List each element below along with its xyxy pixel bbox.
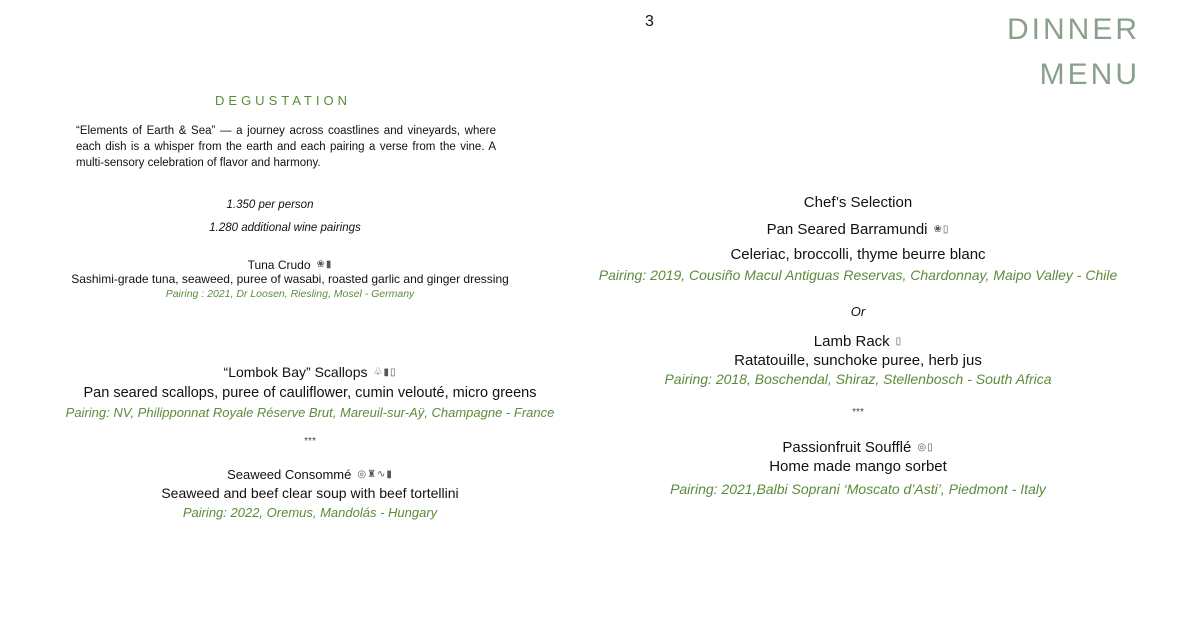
price-per-person: 1.350 per person [226, 199, 314, 211]
dish-description: Seaweed and beef clear soup with beef tortellini [161, 485, 459, 501]
wine-pairing: Pairing: 2019, Cousiño Macul Antiguas Reservas, Chardonnay, Maipo Valley - Chile [598, 267, 1118, 283]
wine-pairing-price: 1.280 additional wine pairings [209, 222, 361, 234]
dish-name: Lamb Rack [813, 333, 890, 350]
degustation-heading: DEGUSTATION [215, 93, 351, 108]
intro-paragraph: “Elements of Earth & Sea” — a journey across coastlines and vineyards, where each dish is a whisper from the earth and each pairing a verse from the vine. A multi-sensory celebration of flavor and harmony. [76, 125, 496, 169]
dish-name: Pan Seared Barramundi [766, 221, 928, 238]
dish-name: Seaweed Consommé [227, 467, 352, 482]
dish-name: Tuna Crudo [247, 258, 311, 272]
allergen-icons: ▯ [895, 336, 903, 347]
dish-barramundi [558, 219, 1158, 286]
chefs-selection-heading: Chef’s Selection [803, 194, 913, 211]
dish-lamb-rack [558, 332, 1158, 389]
separator: *** [304, 436, 316, 447]
wine-pairing: Pairing : 2021, Dr Loosen, Riesling, Mosel - Germany [165, 288, 415, 300]
page-number: 3 [645, 13, 654, 30]
wine-pairing: Pairing: 2022, Oremus, Mandolás - Hungary [182, 505, 438, 520]
allergen-icons: ❀▮ [316, 259, 333, 270]
allergen-icons: ◎♜∿▮ [357, 469, 393, 480]
dish-name: Passionfruit Soufflé [782, 439, 912, 456]
wine-pairing: Pairing: 2021,Balbi Soprani ‘Moscato d’Asti’, Piedmont - Italy [670, 481, 1046, 497]
dish-passionfruit-souffle [558, 438, 1158, 499]
dish-scallops [0, 362, 620, 423]
dish-description: Pan seared scallops, puree of cauliflower, cumin velouté, micro greens [83, 385, 537, 401]
wine-pairing: Pairing: NV, Philipponnat Royale Réserve Brut, Mareuil-sur-Aÿ, Champagne - France [65, 405, 555, 420]
allergen-icons: ♧▮▯ [373, 367, 397, 378]
wine-pairing: Pairing: 2018, Boschendal, Shiraz, Stellenbosch - South Africa [664, 371, 1052, 387]
menu-title-line2: MENU [1039, 58, 1140, 91]
dish-seaweed-consomme [0, 465, 620, 522]
dish-description: Sashimi-grade tuna, seaweed, puree of wasabi, roasted garlic and ginger dressing [71, 272, 509, 286]
dish-description: Ratatouille, sunchoke puree, herb jus [734, 352, 982, 369]
dish-description: Celeriac, broccolli, thyme beurre blanc [730, 246, 986, 263]
menu-title-line1: DINNER [1006, 13, 1140, 46]
or-label: Or [850, 304, 866, 319]
allergen-icons: ❀▯ [933, 224, 950, 235]
dish-description: Home made mango sorbet [769, 458, 947, 475]
allergen-icons: ◎▯ [917, 442, 934, 453]
dish-tuna-crudo [0, 258, 580, 300]
separator: *** [852, 407, 864, 418]
dish-name: “Lombok Bay” Scallops [223, 364, 368, 380]
